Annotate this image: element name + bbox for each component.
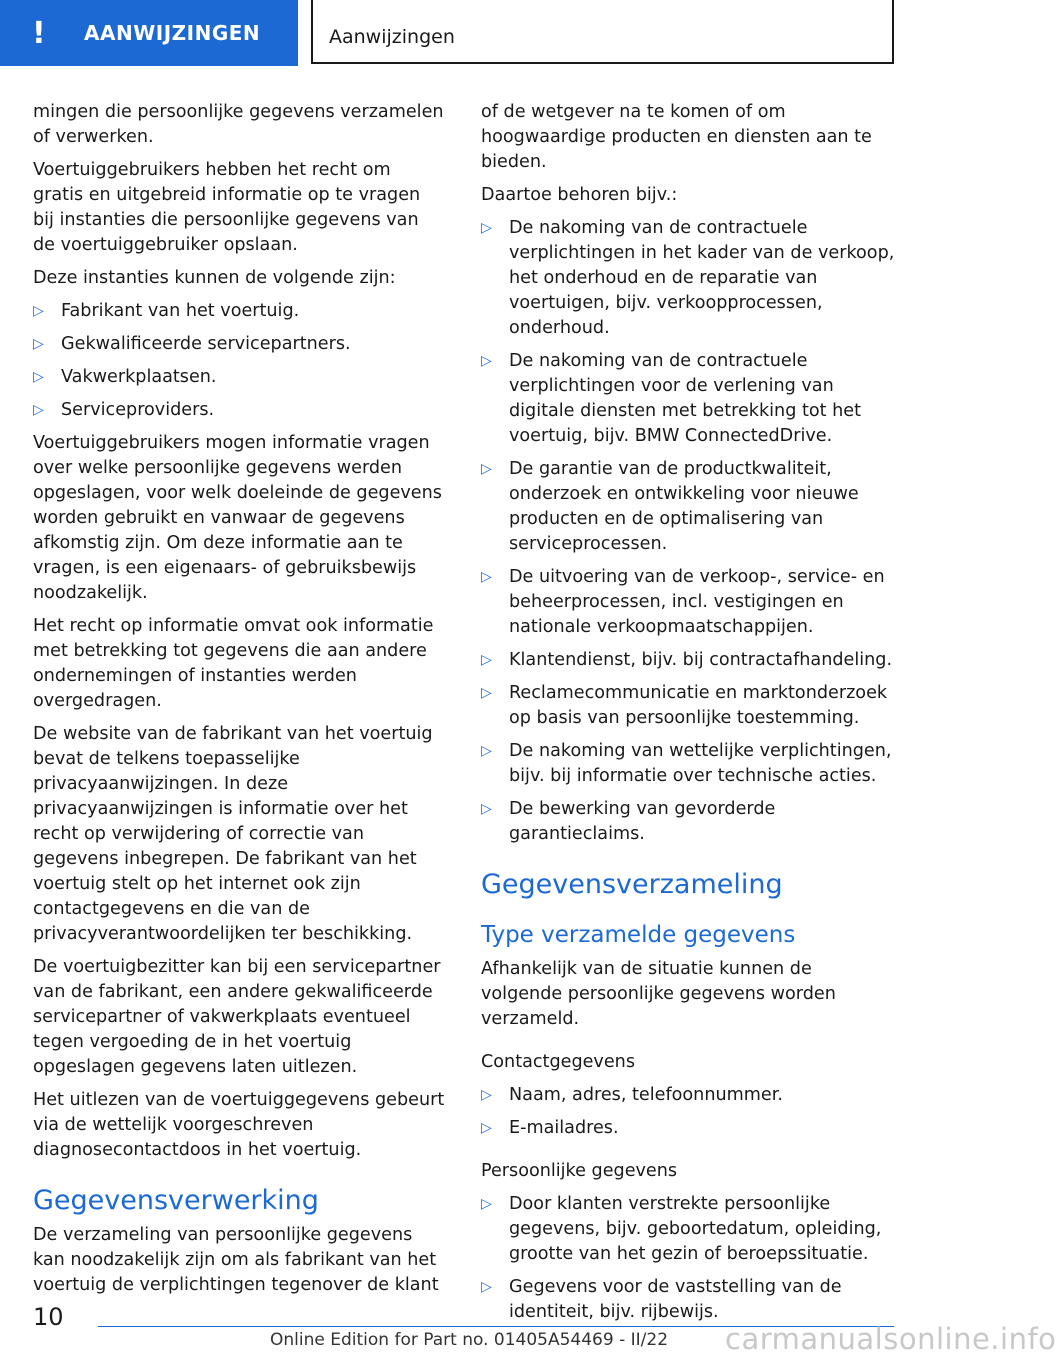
triangle-right-icon: ▷	[33, 402, 44, 418]
triangle-right-icon: ▷	[481, 220, 492, 236]
triangle-right-icon: ▷	[481, 743, 492, 759]
purposes-list	[481, 216, 897, 847]
paragraph: Voertuiggebruikers mogen informatie vragen over welke persoonlijke gegevens werden opgeslagen, voor welk doeleinde de gegevens worden gebruikt en vanwaar de gegevens afkomstig zijn. Om deze informatie aan te vragen, is een eigenaars- of gebruiksbewijs noodzakelijk.	[33, 433, 442, 603]
triangle-right-icon: ▷	[481, 1279, 492, 1295]
heading-contactgegevens: Contactgegevens	[481, 1052, 635, 1072]
right-column	[481, 100, 897, 1333]
left-column	[33, 100, 445, 1306]
list-item: ▷ E-mailadres.	[481, 1116, 897, 1141]
page-title: Aanwijzingen	[329, 26, 455, 48]
watermark: carmanualsonline.info	[725, 1322, 1056, 1356]
list-item: ▷ De nakoming van wettelijke verplichtingen, bijv. bij informatie over technische acties.	[481, 741, 892, 786]
triangle-right-icon: ▷	[481, 801, 492, 817]
triangle-right-icon: ▷	[481, 353, 492, 369]
page-number: 10	[33, 1303, 64, 1331]
list-item: ▷ De nakoming van de contractuele verplichtingen voor de verlening van digitale diensten met betrekking tot het voertuig, bijv. BMW ConnectedDrive.	[481, 351, 861, 446]
exclamation-icon: !	[32, 15, 46, 51]
paragraph: De voertuigbezitter kan bij een servicepartner van de fabrikant, een andere gekwalificeerde servicepartner of vakwerkplaats eventueel tegen vergoeding de in het voertuig opgeslagen gegevens laten uitlezen.	[33, 957, 441, 1077]
list-item: ▷ De bewerking van gevorderde garantieclaims.	[481, 799, 776, 844]
triangle-right-icon: ▷	[481, 569, 492, 585]
paragraph: De verzameling van persoonlijke gegevens kan noodzakelijk zijn om als fabrikant van het voertuig de verplichtingen tegenover de klant	[33, 1225, 439, 1295]
edition-text: Online Edition for Part no. 01405A54469 - II/22	[270, 1330, 669, 1350]
personal-list	[481, 1192, 897, 1325]
paragraph: Afhankelijk van de situatie kunnen de volgende persoonlijke gegevens worden verzameld.	[481, 959, 836, 1029]
list-item: ▷ Reclamecommunicatie en marktonderzoek op basis van persoonlijke toestemming.	[481, 683, 888, 728]
triangle-right-icon: ▷	[481, 1196, 492, 1212]
list-item: ▷ Gekwalificeerde servicepartners.	[33, 332, 445, 357]
heading-gegevensverwerking: Gegevensverwerking	[33, 1185, 319, 1216]
instances-list	[33, 299, 445, 423]
triangle-right-icon: ▷	[33, 303, 44, 319]
heading-persoonlijke-gegevens: Persoonlijke gegevens	[481, 1161, 678, 1181]
list-item: ▷ Vakwerkplaatsen.	[33, 365, 445, 390]
list-item: ▷ Gegevens voor de vaststelling van de identiteit, bijv. rijbewijs.	[481, 1277, 842, 1322]
paragraph: De website van de fabrikant van het voertuig bevat de telkens toepasselijke privacyaanwijzingen. In deze privacyaanwijzingen is informatie over het recht op verwijdering of correctie van gegevens inbegrepen. De fabrikant van het voertuig stelt op het internet ook zijn contactgegevens en die van de privacyverantwoordelijken ter beschikking.	[33, 724, 433, 944]
list-item: ▷ Fabrikant van het voertuig.	[33, 299, 445, 324]
list-item: ▷ Klantendienst, bijv. bij contractafhandeling.	[481, 648, 897, 673]
triangle-right-icon: ▷	[481, 1087, 492, 1103]
section-tab	[0, 0, 298, 66]
paragraph: of de wetgever na te komen of om hoogwaardige producten en diensten aan te bieden.	[481, 102, 872, 172]
paragraph: Voertuiggebruikers hebben het recht om gratis en uitgebreid informatie op te vragen bij instanties die persoonlijke gegevens van de voertuiggebruiker opslaan.	[33, 160, 421, 255]
contact-list	[481, 1083, 897, 1141]
triangle-right-icon: ▷	[481, 1120, 492, 1136]
heading-gegevensverzameling: Gegevensverzameling	[481, 869, 783, 900]
list-item: ▷ Door klanten verstrekte persoonlijke gegevens, bijv. geboortedatum, opleiding, grootte van het gezin of beroepssituatie.	[481, 1194, 882, 1264]
list-item: ▷ De nakoming van de contractuele verplichtingen in het kader van de verkoop, het onderhoud en de reparatie van voertuigen, bijv. verkoopprocessen, onderhoud.	[481, 218, 895, 338]
triangle-right-icon: ▷	[481, 461, 492, 477]
triangle-right-icon: ▷	[33, 369, 44, 385]
triangle-right-icon: ▷	[33, 336, 44, 352]
heading-type-verzamelde-gegevens: Type verzamelde gegevens	[481, 922, 796, 948]
page-title-box	[311, 0, 894, 64]
triangle-right-icon: ▷	[481, 685, 492, 701]
paragraph: Het recht op informatie omvat ook informatie met betrekking tot gegevens die aan andere ondernemingen of instanties werden overgedragen.	[33, 616, 434, 711]
paragraph: mingen die persoonlijke gegevens verzamelen of verwerken.	[33, 102, 444, 147]
list-item: ▷ Naam, adres, telefoonnummer.	[481, 1083, 897, 1108]
list-item: ▷ Serviceproviders.	[33, 398, 445, 423]
paragraph: Daartoe behoren bijv.:	[481, 185, 678, 205]
list-item: ▷ De garantie van de productkwaliteit, onderzoek en ontwikkeling voor nieuwe producten en de optimalisering van serviceprocessen.	[481, 459, 859, 554]
triangle-right-icon: ▷	[481, 652, 492, 668]
paragraph: Het uitlezen van de voertuiggegevens gebeurt via de wettelijk voorgeschreven diagnosecontactdoos in het voertuig.	[33, 1090, 445, 1160]
list-item: ▷ De uitvoering van de verkoop-, service- en beheerprocessen, incl. vestigingen en nationale verkoopmaatschappijen.	[481, 567, 885, 637]
paragraph: Deze instanties kunnen de volgende zijn:	[33, 268, 396, 288]
section-label: AANWIJZINGEN	[84, 21, 261, 45]
